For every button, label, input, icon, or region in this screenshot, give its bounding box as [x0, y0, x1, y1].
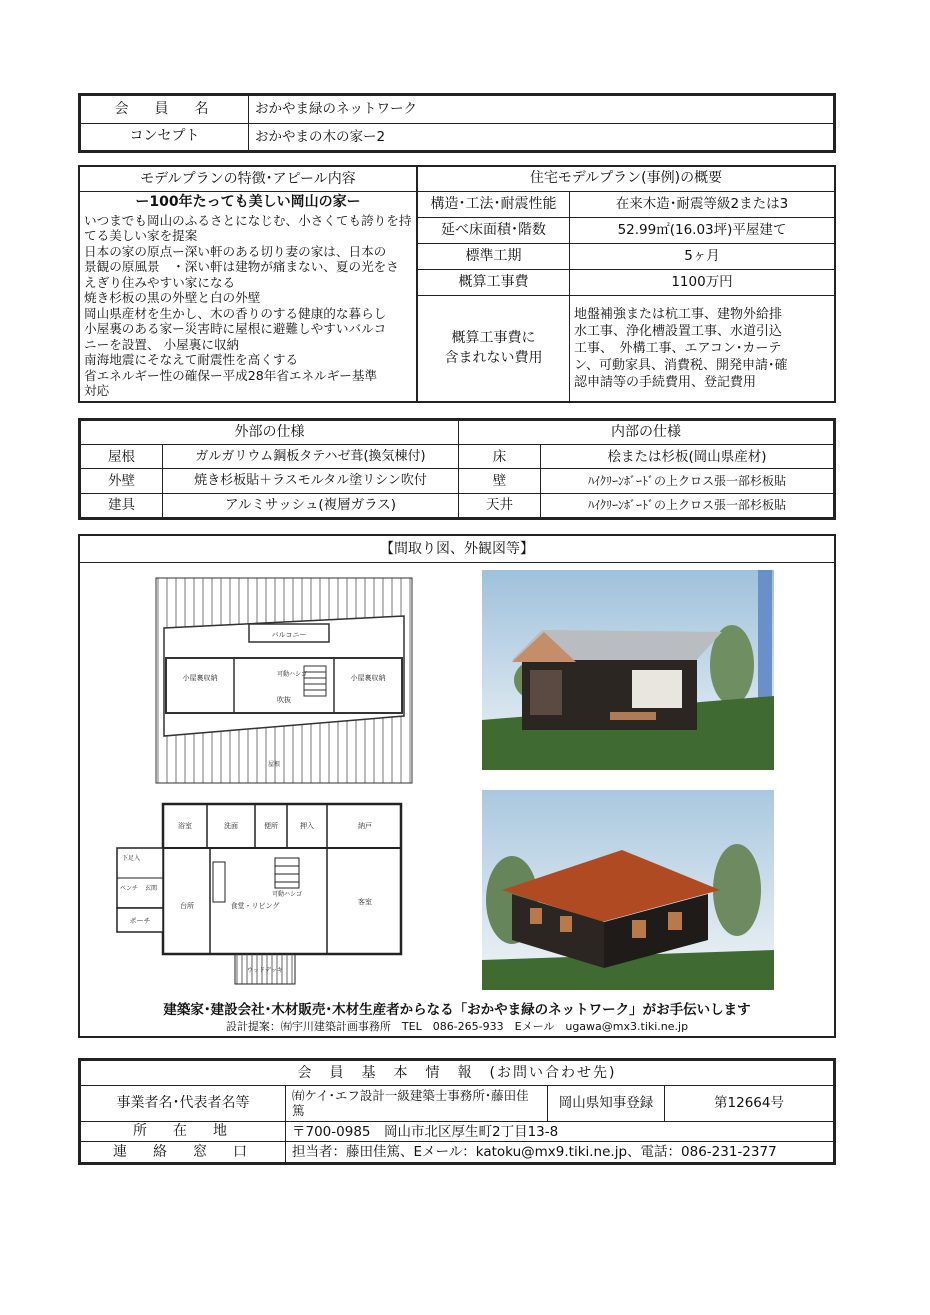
ext-value: ガルガリウム鋼板タテハゼ葺(換気棟付): [163, 445, 459, 469]
porch-label: ポーチ: [129, 917, 151, 925]
ext-value: 焼き杉板貼＋ラスモルタル塗リシン吹付: [163, 469, 459, 493]
appeal-line: えぎり住みやすい家になる: [84, 274, 236, 290]
kitchen-label: 台所: [180, 902, 194, 910]
ext-label: 建具: [81, 493, 163, 517]
ext-value: アルミサッシュ(複層ガラス): [163, 493, 459, 517]
member-table: [78, 93, 836, 153]
appeal-line: 対応: [84, 383, 110, 398]
void-label: 吹抜: [277, 696, 291, 704]
registration-value: 第12664号: [665, 1086, 834, 1122]
appeal-line: 景観の原風景 ・深い軒は建物が痛まない、夏の光をさ: [84, 259, 399, 274]
location-label: 所 在 地: [81, 1121, 286, 1142]
concept-label: コンセプト: [81, 123, 249, 151]
window-value: 担当者：藤田佳篤、Eメール：katoku@mx9.tiki.ne.jp、電話：086-231-2377: [286, 1142, 834, 1163]
member-name-label: 会 員 名: [81, 96, 249, 124]
int-value: ﾊｲｸﾘｰﾝﾎﾞｰﾄﾞの上クロス張一部杉板貼: [541, 469, 834, 493]
bath-label: 浴室: [178, 822, 192, 830]
closet-label: 押入: [300, 822, 314, 830]
excluded-line: 地盤補強または杭工事、建物外給排: [574, 306, 783, 322]
excluded-costs-value: [570, 295, 835, 401]
attic-floor-plan: [154, 576, 416, 786]
appeal-line: いつまでも岡山のふるさとになじむ、小さくても誇りを持: [84, 212, 412, 228]
washroom-label: 洗面: [224, 822, 238, 830]
overview-header: 住宅モデルプラン(事例)の概要: [418, 167, 835, 191]
window-label: 連 絡 窓 口: [81, 1142, 286, 1163]
appeal-header: モデルプランの特徴･アピール内容: [80, 167, 416, 192]
business-value: ㈲ケイ･エフ設計一級建築士事務所･藤田佳篤: [286, 1086, 548, 1122]
int-value: ﾊｲｸﾘｰﾝﾎﾞｰﾄﾞの上クロス張一部杉板貼: [541, 493, 834, 517]
excluded-line: 水工事、浄化槽設置工事、水道引込: [574, 323, 783, 339]
appeal-line: 小屋裏のある家ー災害時に屋根に避難しやすいバルコ: [84, 321, 387, 336]
interior-header: 内部の仕様: [459, 421, 834, 445]
business-label: 事業者名･代表者名等: [81, 1086, 286, 1122]
appeal-line: 岡山県産材を生かし、木の香りのする健康的な暮らし: [84, 305, 387, 321]
excluded-costs-label-line: 概算工事費に: [451, 330, 536, 347]
excluded-line: 認申請等の手続費用、登記費用: [574, 374, 757, 390]
guest-room-label: 客室: [358, 898, 372, 906]
storage-label: 納戸: [358, 822, 372, 830]
exterior-render-rear: [482, 790, 774, 990]
drawings-caption: 建築家･建設会社･木材販売･木材生産者からなる「おかやま緑のネットワーク」がお手伝いします: [163, 1002, 751, 1018]
shoebox-label: 下足入: [121, 855, 141, 862]
location-value: 〒700-0985 岡山市北区厚生町2丁目13-8: [286, 1121, 834, 1142]
contact-header: 会 員 基 本 情 報 (お問い合わせ先): [81, 1061, 834, 1086]
overview-label: 概算工事費: [418, 269, 570, 295]
appeal-line: てる美しい家を提案: [84, 228, 198, 243]
int-label: 天井: [459, 493, 541, 517]
ext-label: 外壁: [81, 469, 163, 493]
overview-label: 構造･工法･耐震性能: [418, 191, 570, 217]
concept-value: おかやまの木の家ー2: [249, 123, 834, 151]
ground-ladder-label: 可動ハシゴ: [271, 891, 303, 898]
contact-table: [78, 1058, 836, 1165]
bench-label: ベンチ: [119, 885, 139, 892]
overview-panel: [417, 167, 834, 401]
ext-label: 屋根: [81, 445, 163, 469]
ladder-label: 可動ハシゴ: [276, 671, 308, 678]
ground-floor-plan: [115, 798, 415, 988]
roof-label: 屋根: [267, 761, 281, 768]
balcony-label: バルコニー: [271, 631, 307, 639]
int-label: 壁: [459, 469, 541, 493]
design-credit: 設計提案：㈲宇川建築計画事務所 TEL 086-265-933 Eメール ugawa@mx3.tiki.ne.jp: [225, 1020, 689, 1033]
appeal-line: 日本の家の原点ー深い軒のある切り妻の家は、日本の: [84, 243, 387, 259]
excluded-costs-label: [418, 295, 570, 401]
appeal-line: 南海地震にそなえて耐震性を高くする: [84, 352, 299, 367]
specs-table: [78, 418, 836, 520]
appeal-line: 焼き杉板の黒の外壁と白の外壁: [84, 290, 261, 305]
attic-right-label: 小屋裏収納: [350, 674, 386, 682]
excluded-line: 工事、 外構工事、エアコン･カーテ: [574, 340, 782, 356]
plan-section: [78, 165, 836, 403]
overview-value: 52.99㎡(16.03坪)平屋建て: [570, 217, 835, 243]
member-name-value: おかやま緑のネットワーク: [249, 96, 834, 124]
attic-left-label: 小屋裏収納: [182, 674, 218, 682]
int-value: 桧または杉板(岡山県産材): [541, 445, 834, 469]
appeal-panel: [80, 167, 417, 401]
exterior-header: 外部の仕様: [81, 421, 459, 445]
appeal-line: ニーを設置、 小屋裏に収納: [84, 336, 240, 352]
drawings-header: 【間取り図、外観図等】: [80, 536, 834, 563]
overview-label: 延べ床面積･階数: [418, 217, 570, 243]
appeal-title: ー100年たっても美しい岡山の家ー: [135, 194, 361, 210]
exterior-render-front: [482, 570, 774, 770]
overview-label: 標準工期: [418, 243, 570, 269]
overview-value: 5ヶ月: [570, 243, 835, 269]
toilet-label: 便所: [264, 822, 278, 830]
registration-label: 岡山県知事登録: [548, 1086, 665, 1122]
appeal-body: [80, 192, 416, 401]
deck-label: ウッドデッキ: [247, 967, 283, 974]
dining-label: 食堂・リビング: [230, 902, 280, 910]
appeal-line: 省エネルギー性の確保ー平成28年省エネルギー基準: [84, 367, 378, 383]
excluded-line: ン、可動家具、消費税、開発申請･確: [574, 357, 788, 373]
drawings-section: [78, 534, 836, 1038]
entrance-label: 玄関: [144, 885, 158, 892]
overview-value: 在来木造･耐震等級2または3: [570, 191, 835, 217]
overview-value: 1100万円: [570, 269, 835, 295]
excluded-costs-label-line: 含まれない費用: [444, 350, 543, 367]
int-label: 床: [459, 445, 541, 469]
